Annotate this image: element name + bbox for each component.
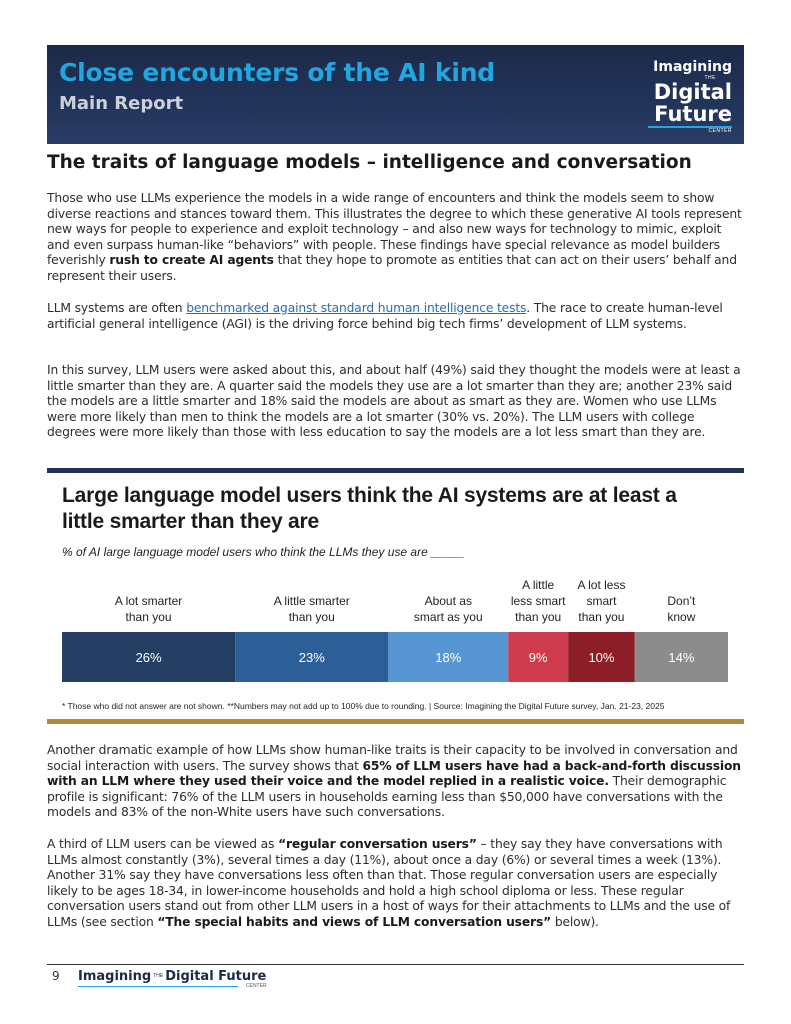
chart-source-note: * Those who did not answer are not shown. **Numbers may not add up to 100% due to rounding. | Source: Imagining the Digital Future survey, Jan. 21-23, 2025 bbox=[62, 701, 665, 711]
paragraph-llm-encounters bbox=[47, 191, 745, 284]
paragraph-text: – they say they have conversations with LLMs almost constantly (3%), several times a day (11%), about once a day (6%) or several times a week (13%). Another 31% say they have conversations less often than that. Those regular conversation users are especially likely to be ages 18-34, in lower-income households and hold a high school diploma or less. These regular conversation users stand out from other LLM users in a host of ways for their attachments to LLMs and the use of LLMs (see section bbox=[47, 837, 731, 929]
footer-logo-rule bbox=[78, 986, 238, 987]
paragraph-text: Another dramatic example of how LLMs show human-like traits is their capacity to be involved in conversation and social interaction with users. The survey shows that bbox=[47, 743, 738, 773]
paragraph-text: . The race to create human-level artificial general intelligence (AGI) is the driving force behind big tech firms’ development of LLM systems. bbox=[47, 301, 723, 331]
footer-logo-digital-future: Digital Future bbox=[165, 969, 267, 984]
paragraph-text: Those who use LLMs experience the models in a wide range of encounters and think the models seem to show diverse reactions and stances toward them. This illustrates the degree to which these generative AI tools represent new ways for people to experience and exploit technology – and also new ways for technology to mimic, exploit and even surpass human-like “behaviors” with people. These findings have special relevance as model builders feverishly bbox=[47, 191, 742, 267]
emphasis-text: “regular conversation users” bbox=[278, 837, 477, 851]
intelligence-tests-link[interactable]: benchmarked against standard human intelligence tests bbox=[186, 301, 527, 315]
paragraph-survey-results: In this survey, LLM users were asked about this, and about half (49%) said they thought the models were at least a little smarter than they are. A quarter said the models they use are a lot smarter than they are; another 23% said the models are a little smarter and 18% said the models are about as smart as they are. Women who use LLMs were more likely than men to think the models are a lot smarter (30% vs. 20%). The LLM users with college degrees were more likely than those with less education to say the models are a lot less smart than they are. bbox=[47, 363, 741, 439]
emphasis-text: 65% of LLM users have had a back-and-forth discussion with an LLM where they used their voice and the model replied in a realistic voice. bbox=[47, 758, 741, 788]
value-label-2: 23% bbox=[298, 650, 325, 665]
paragraph-voice-conversation bbox=[47, 743, 745, 821]
report-subtitle: Main Report bbox=[59, 93, 184, 114]
report-title: Close encounters of the AI kind bbox=[59, 58, 495, 87]
logo-line-digital: Digital bbox=[653, 80, 732, 104]
emphasis-text: “The special habits and views of LLM conversation users” bbox=[157, 914, 552, 929]
paragraph-text: that they hope to promote as entities that can act on their users’ behalf and represent their users. bbox=[47, 253, 737, 283]
footer-logo bbox=[78, 967, 267, 989]
emphasis-text: rush to create AI agents bbox=[109, 253, 274, 267]
paragraph-text: Their demographic profile is significant: 76% of the LLM users in households earning less than $50,000 have conversations with the models and 83% of the non-White users have such conversations. bbox=[47, 774, 727, 819]
stacked-bar-chart bbox=[0, 570, 791, 698]
bar-segments bbox=[62, 632, 728, 682]
paragraph-text: LLM systems are often bbox=[47, 301, 187, 315]
value-label-4: 9% bbox=[528, 650, 548, 665]
section-heading: The traits of language models – intelligence and conversation bbox=[47, 152, 692, 173]
chart-bottom-rule bbox=[47, 719, 744, 724]
paragraph-text: A third of LLM users can be viewed as bbox=[47, 837, 279, 851]
category-label-1: A lot smarter than you bbox=[114, 594, 183, 624]
footer-rule bbox=[47, 964, 744, 965]
footer-logo-the: THE bbox=[153, 972, 164, 979]
logo-line-future: Future bbox=[654, 102, 732, 126]
paragraph-benchmarks bbox=[47, 301, 745, 332]
category-label-4: A little less smart than you bbox=[510, 578, 566, 624]
value-label-1: 26% bbox=[135, 650, 162, 665]
logo-line-center: CENTER bbox=[708, 128, 732, 134]
chart-top-rule bbox=[47, 468, 744, 473]
footer-logo-imagining: Imagining bbox=[78, 969, 152, 984]
value-label-6: 14% bbox=[668, 650, 695, 665]
logo-line-the: THE bbox=[704, 75, 716, 81]
page-number: 9 bbox=[52, 969, 60, 983]
category-labels bbox=[115, 578, 696, 624]
paragraph-text: below). bbox=[551, 914, 599, 929]
category-label-6: Don’t know bbox=[667, 594, 696, 624]
value-label-3: 18% bbox=[435, 650, 462, 665]
category-label-5: A lot less smart than you bbox=[577, 578, 626, 624]
footer-logo-center: CENTER bbox=[246, 983, 267, 989]
category-label-2: A little smarter than you bbox=[273, 594, 350, 624]
category-label-3: About as smart as you bbox=[413, 594, 483, 624]
chart-title: Large language model users think the AI systems are at least a little smarter than they are bbox=[62, 484, 677, 533]
value-label-5: 10% bbox=[588, 650, 615, 665]
imagining-digital-future-logo bbox=[648, 59, 732, 135]
header-banner bbox=[47, 45, 744, 144]
logo-line-imagining: Imagining bbox=[653, 59, 732, 75]
chart-subtitle: % of AI large language model users who think the LLMs they use are _____ bbox=[62, 545, 465, 559]
paragraph-regular-users bbox=[47, 837, 745, 930]
